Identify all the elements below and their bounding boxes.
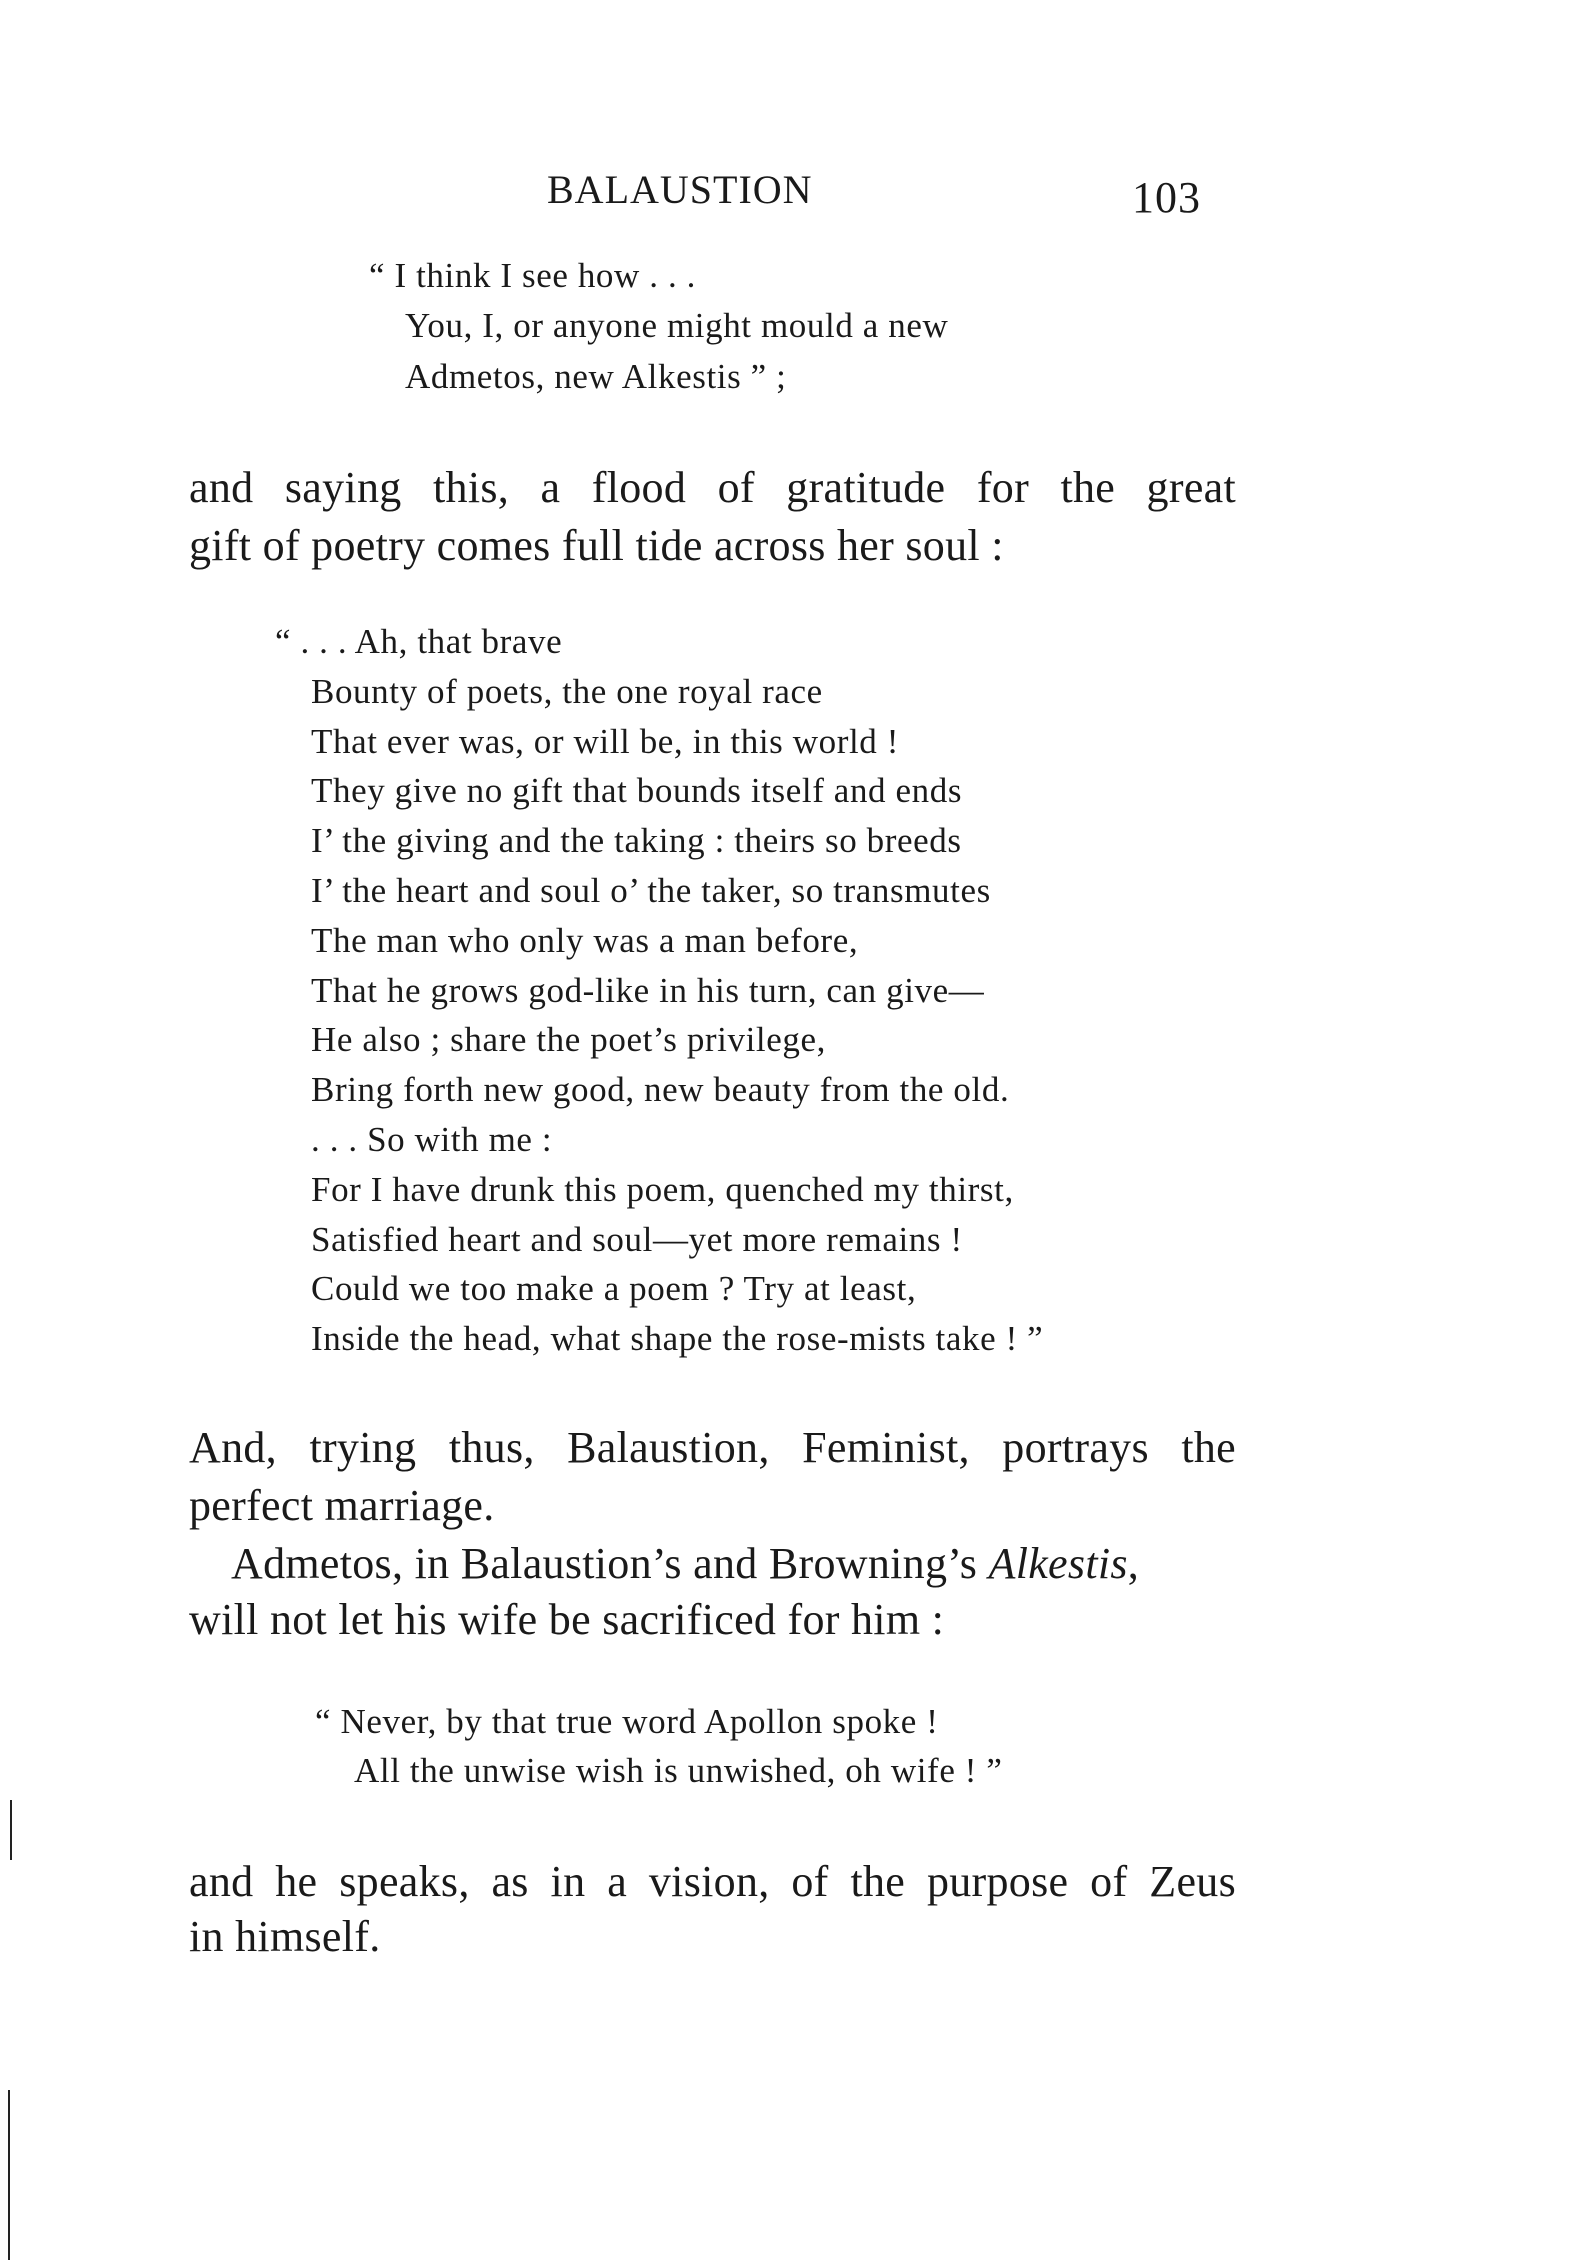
body-line: [231, 1538, 1236, 1589]
poem-line: He also ; share the poet’s privilege,: [311, 1020, 826, 1060]
quote-line: You, I, or anyone might mould a new: [405, 306, 949, 345]
poem-line: Inside the head, what shape the rose-mists take ! ”: [311, 1319, 1044, 1359]
scan-edge-mark: [10, 1800, 12, 1860]
quote-line: “ I think I see how . . .: [369, 256, 697, 295]
poem-line: Bring forth new good, new beauty from the old.: [311, 1070, 1010, 1110]
poem-line: “ . . . Ah, that brave: [275, 622, 563, 661]
running-title: BALAUSTION: [547, 167, 813, 212]
quote-line: Admetos, new Alkestis ” ;: [405, 357, 787, 396]
body-line: and he speaks, as in a vision, of the purpose of Zeus: [189, 1857, 1236, 1906]
scan-edge-mark: [8, 2090, 10, 2260]
poem-line: I’ the giving and the taking : theirs so breeds: [311, 821, 962, 861]
quote-line: “ Never, by that true word Apollon spoke !: [315, 1702, 939, 1741]
body-line: in himself.: [189, 1912, 381, 1961]
body-line: will not let his wife be sacrificed for him :: [189, 1595, 945, 1644]
poem-line: Bounty of poets, the one royal race: [311, 671, 823, 711]
poem-line: . . . So with me :: [311, 1120, 553, 1159]
page-number: 103: [1132, 173, 1201, 222]
work-title: Alkestis: [988, 1539, 1128, 1588]
text: ,: [1127, 1539, 1140, 1588]
quote-line: All the unwise wish is unwished, oh wife ! ”: [354, 1751, 1003, 1790]
poem-line: That ever was, or will be, in this world !: [311, 721, 899, 761]
poem-line: They give no gift that bounds itself and ends: [311, 771, 963, 811]
body-line: perfect marriage.: [189, 1481, 495, 1530]
poem-line: I’ the heart and soul o’ the taker, so transmutes: [311, 871, 991, 910]
poem-line: Could we too make a poem ? Try at least,: [311, 1269, 917, 1309]
poem-line: That he grows god-like in his turn, can give—: [311, 970, 985, 1010]
poem-line: The man who only was a man before,: [311, 920, 859, 960]
body-line: gift of poetry comes full tide across her soul :: [189, 521, 1004, 570]
body-line: And, trying thus, Balaustion, Feminist, portrays the: [189, 1423, 1236, 1472]
poem-line: Satisfied heart and soul—yet more remains !: [311, 1219, 963, 1259]
poem-line: For I have drunk this poem, quenched my thirst,: [311, 1169, 1014, 1209]
body-line: and saying this, a flood of gratitude for the great: [189, 463, 1236, 512]
text: Admetos, in Balaustion’s and Browning’s: [231, 1539, 989, 1588]
